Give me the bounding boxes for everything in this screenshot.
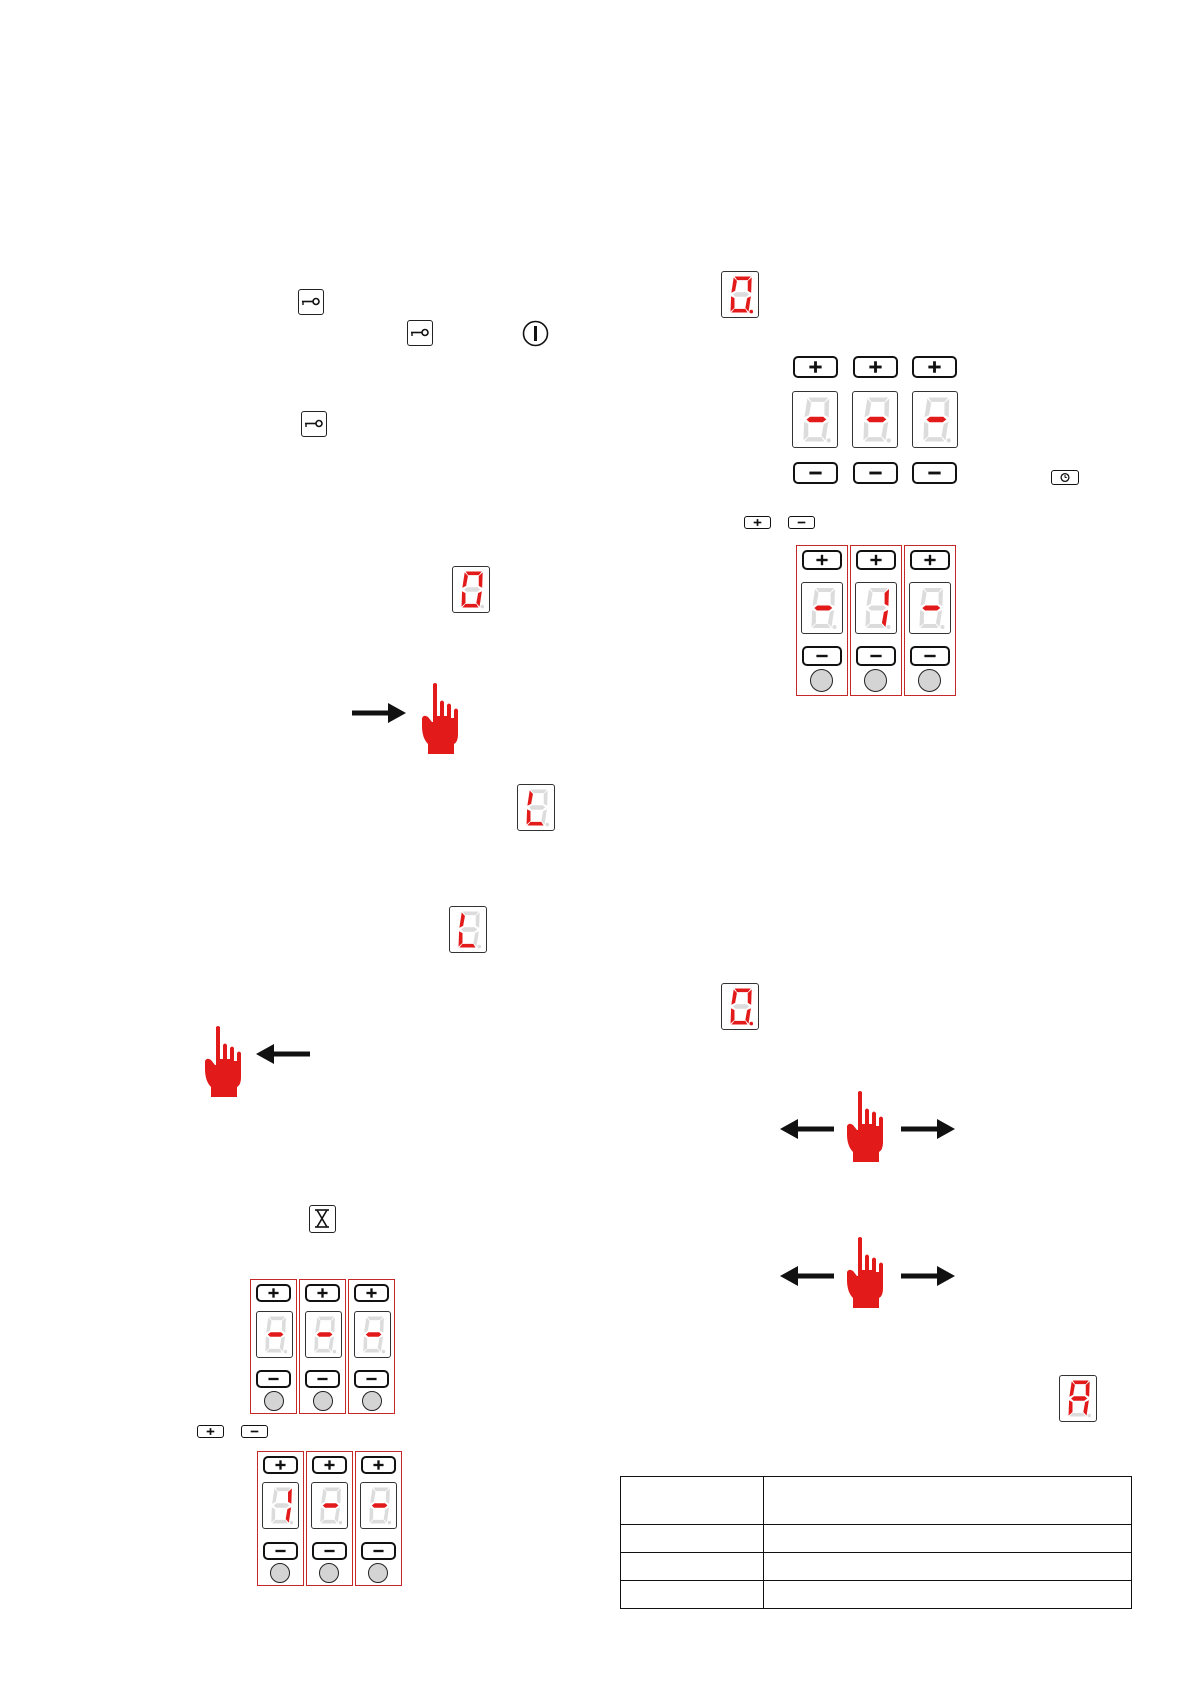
minus-button[interactable] [856, 646, 896, 666]
segment-e [314, 1336, 318, 1351]
segment-d [272, 1520, 288, 1524]
seven-segment-digit [450, 907, 486, 952]
segment-a [870, 588, 888, 592]
decimal-point [339, 1521, 343, 1525]
segment-b [831, 589, 835, 606]
timer-digit [801, 582, 843, 634]
minus-button[interactable] [256, 1370, 291, 1388]
segment-c [941, 422, 948, 441]
segment-c [473, 931, 479, 946]
segment-d [462, 604, 478, 608]
segment-a [466, 572, 482, 576]
segment-b [1086, 1381, 1090, 1396]
minus-button[interactable] [361, 1542, 396, 1560]
plus-button[interactable] [912, 356, 957, 378]
segment-f [731, 277, 737, 292]
segment-display-zero-dp [721, 271, 759, 318]
decimal-point [284, 1350, 288, 1354]
timer-digit [311, 1482, 348, 1529]
data-table [620, 1476, 1132, 1609]
segment-a [367, 1317, 383, 1321]
seven-segment-digit [518, 785, 554, 830]
segment-d [315, 1349, 331, 1353]
timer-digit [262, 1482, 299, 1529]
table-row [621, 1553, 1132, 1581]
segment-e [369, 1507, 373, 1522]
segment-f [804, 399, 811, 418]
zone-indicator [264, 1391, 284, 1411]
table-row [621, 1581, 1132, 1609]
segment-a [1073, 1381, 1089, 1385]
decimal-point [833, 625, 837, 629]
decimal-point [887, 625, 891, 629]
segment-display-l-dim [517, 784, 555, 831]
minus-button[interactable] [793, 462, 838, 484]
minus-button[interactable] [312, 1542, 347, 1560]
zone-indicator [810, 669, 833, 692]
segment-c [384, 1507, 389, 1522]
segment-c [280, 1336, 285, 1351]
segment-e [731, 1008, 735, 1023]
plus-button[interactable] [793, 356, 838, 378]
segment-g [868, 606, 886, 611]
minus-button[interactable] [305, 1370, 340, 1388]
segment-c [335, 1507, 340, 1522]
segment-e [923, 422, 928, 441]
segment-e [863, 422, 868, 441]
timer-digit [354, 1311, 391, 1358]
segment-c [378, 1336, 383, 1351]
segment-d [804, 437, 824, 441]
segment-b [939, 589, 943, 606]
decimal-point [947, 438, 951, 442]
decimal-point [827, 438, 831, 442]
segment-display-a [1059, 1375, 1097, 1422]
segment-c [476, 591, 482, 606]
segment-b [331, 1317, 335, 1332]
segment-d [924, 437, 944, 441]
decimal-point [333, 1350, 337, 1354]
segment-e [920, 610, 924, 627]
segment-b [337, 1488, 341, 1503]
plus-button[interactable] [312, 1456, 347, 1474]
plus-button[interactable] [802, 550, 842, 570]
timer-digit [855, 582, 897, 634]
decimal-point [749, 1022, 753, 1026]
clock-icon [1051, 470, 1079, 485]
segment-d [321, 1520, 337, 1524]
segment-a [809, 398, 829, 402]
plus-button[interactable] [263, 1456, 298, 1474]
segment-b [288, 1488, 292, 1503]
plus-button[interactable] [910, 550, 950, 570]
segment-e [271, 1507, 275, 1522]
segment-f [272, 1488, 277, 1503]
segment-e [866, 610, 870, 627]
segment-a [531, 790, 547, 794]
segment-g [733, 1004, 749, 1009]
decimal-point [941, 625, 945, 629]
segment-a [269, 1317, 285, 1321]
seven-segment-digit [453, 567, 489, 612]
segment-a [869, 398, 889, 402]
table-cell [621, 1581, 764, 1609]
hand-pointer-icon[interactable] [203, 1025, 245, 1097]
segment-d [459, 944, 475, 948]
segment-f [920, 589, 926, 606]
segment-f [321, 1488, 326, 1503]
segment-a [275, 1488, 291, 1492]
timer-digit [912, 391, 958, 448]
timer-digit [792, 391, 838, 448]
segment-d [266, 1349, 282, 1353]
arrow-right-icon [352, 701, 406, 725]
hand-pointer-icon[interactable] [420, 682, 462, 754]
segment-display-zero-dp [721, 983, 759, 1030]
segment-display-l [449, 906, 487, 953]
segment-g [814, 606, 832, 611]
segment-g [922, 606, 940, 611]
segment-g [807, 417, 827, 423]
segment-g [317, 1332, 333, 1337]
segment-c [329, 1336, 334, 1351]
segment-c [745, 296, 751, 311]
segment-g [867, 417, 887, 423]
segment-f [924, 399, 931, 418]
plus-button[interactable] [856, 550, 896, 570]
segment-f [315, 1317, 320, 1332]
segment-a [929, 398, 949, 402]
segment-f [370, 1488, 375, 1503]
hourglass-icon [309, 1205, 336, 1233]
table-cell [764, 1525, 1132, 1553]
segment-b [748, 989, 752, 1004]
segment-f [459, 912, 465, 927]
table-cell [621, 1477, 764, 1525]
segment-a [816, 588, 834, 592]
segment-b [386, 1488, 390, 1503]
table-cell [764, 1581, 1132, 1609]
plus-button[interactable] [305, 1284, 340, 1302]
segment-e [462, 591, 466, 606]
segment-d [920, 624, 938, 628]
segment-display-zero [452, 566, 490, 613]
segment-f [866, 589, 872, 606]
segment-d [812, 624, 830, 628]
segment-c [541, 809, 547, 824]
segment-f [266, 1317, 271, 1332]
segment-c [821, 422, 828, 441]
segment-g [1071, 1396, 1087, 1401]
decimal-point [1087, 1414, 1091, 1418]
segment-e [265, 1336, 269, 1351]
zone-indicator [368, 1563, 388, 1583]
plus-button[interactable] [354, 1284, 389, 1302]
decimal-point [477, 945, 481, 949]
zone-indicator [362, 1391, 382, 1411]
decimal-point [749, 310, 753, 314]
segment-c [286, 1507, 291, 1522]
minus-button[interactable] [912, 462, 957, 484]
minus-button[interactable] [853, 462, 898, 484]
minus-button[interactable] [263, 1542, 298, 1560]
minus-button[interactable] [910, 646, 950, 666]
minus-button[interactable] [802, 646, 842, 666]
plus-button[interactable] [197, 1425, 224, 1438]
segment-e [527, 809, 531, 824]
segment-d [364, 1349, 380, 1353]
segment-e [731, 296, 735, 311]
segment-a [373, 1488, 389, 1492]
segment-b [885, 589, 889, 606]
key-lock-icon [298, 289, 324, 315]
segment-b [544, 790, 548, 805]
zone-indicator [918, 669, 941, 692]
segment-b [479, 572, 483, 587]
minus-button[interactable] [241, 1425, 268, 1438]
minus-button[interactable] [788, 516, 815, 529]
segment-d [731, 309, 747, 313]
segment-b [748, 277, 752, 292]
arrow-right-icon [901, 1117, 955, 1141]
segment-d [1069, 1413, 1085, 1417]
segment-g [323, 1503, 339, 1508]
segment-a [324, 1488, 340, 1492]
segment-c [828, 610, 834, 627]
segment-a [318, 1317, 334, 1321]
segment-b [944, 399, 949, 418]
arrow-left-icon [780, 1117, 834, 1141]
segment-g [268, 1332, 284, 1337]
segment-e [1069, 1400, 1073, 1415]
segment-f [812, 589, 818, 606]
segment-d [866, 624, 884, 628]
timer-digit [360, 1482, 397, 1529]
table-row [621, 1525, 1132, 1553]
table-cell [621, 1553, 764, 1581]
timer-digit [909, 582, 951, 634]
segment-g [529, 805, 545, 810]
segment-e [459, 931, 463, 946]
segment-f [527, 790, 533, 805]
decimal-point [480, 605, 484, 609]
segment-b [824, 399, 829, 418]
segment-a [924, 588, 942, 592]
plus-button[interactable] [361, 1456, 396, 1474]
segment-a [735, 989, 751, 993]
plus-button[interactable] [853, 356, 898, 378]
arrow-right-icon [901, 1264, 955, 1288]
decimal-point [290, 1521, 294, 1525]
hand-pointer-icon[interactable] [845, 1090, 887, 1162]
segment-g [461, 927, 477, 932]
segment-a [735, 277, 751, 281]
plus-button[interactable] [256, 1284, 291, 1302]
timer-digit [256, 1311, 293, 1358]
segment-c [881, 422, 888, 441]
segment-f [864, 399, 871, 418]
key-lock-icon [407, 320, 433, 346]
segment-g [464, 587, 480, 592]
segment-a [463, 912, 479, 916]
zone-indicator [319, 1563, 339, 1583]
table-cell [621, 1525, 764, 1553]
table-cell [764, 1477, 1132, 1525]
segment-g [927, 417, 947, 423]
decimal-point [382, 1350, 386, 1354]
segment-f [731, 989, 737, 1004]
arrow-left-icon [256, 1042, 310, 1066]
timer-digit [852, 391, 898, 448]
segment-d [864, 437, 884, 441]
segment-e [320, 1507, 324, 1522]
segment-g [274, 1503, 290, 1508]
segment-e [812, 610, 816, 627]
segment-g [366, 1332, 382, 1337]
zone-indicator [313, 1391, 333, 1411]
segment-g [733, 292, 749, 297]
zone-indicator [270, 1563, 290, 1583]
key-lock-icon [301, 411, 327, 437]
minus-button[interactable] [354, 1370, 389, 1388]
segment-g [372, 1503, 388, 1508]
segment-c [745, 1008, 751, 1023]
decimal-point [388, 1521, 392, 1525]
segment-e [803, 422, 808, 441]
plus-button[interactable] [744, 516, 771, 529]
segment-d [731, 1021, 747, 1025]
segment-b [884, 399, 889, 418]
segment-c [1083, 1400, 1089, 1415]
timer-digit [305, 1311, 342, 1358]
segment-e [363, 1336, 367, 1351]
segment-b [282, 1317, 286, 1332]
segment-d [527, 822, 543, 826]
segment-f [462, 572, 468, 587]
segment-f [1069, 1381, 1075, 1396]
power-icon [522, 320, 549, 347]
table-cell [764, 1553, 1132, 1581]
arrow-left-icon [780, 1264, 834, 1288]
segment-d [370, 1520, 386, 1524]
hand-pointer-icon[interactable] [845, 1236, 887, 1308]
segment-f [364, 1317, 369, 1332]
table-row [621, 1477, 1132, 1525]
segment-c [882, 610, 888, 627]
segment-b [380, 1317, 384, 1332]
segment-b [476, 912, 480, 927]
segment-c [936, 610, 942, 627]
decimal-point [887, 438, 891, 442]
decimal-point [545, 823, 549, 827]
zone-indicator [864, 669, 887, 692]
